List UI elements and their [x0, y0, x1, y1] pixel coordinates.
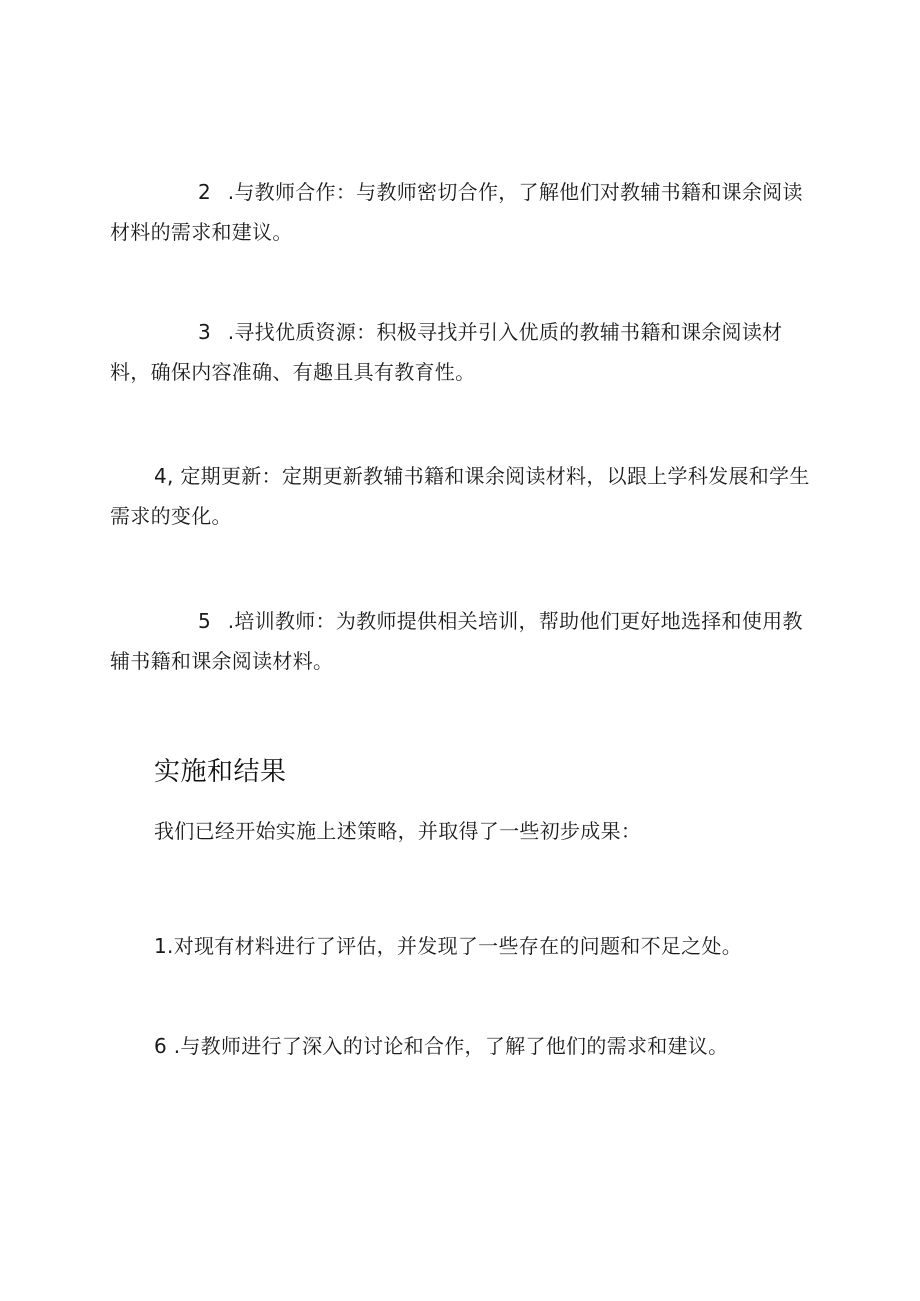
- result-number: 1.: [154, 934, 174, 958]
- strategy-separator: .: [221, 180, 235, 204]
- strategy-text: 与教师合作：与教师密切合作，了解他们对教辅书籍和课余阅读材料的需求和建议。: [110, 180, 803, 244]
- strategy-item-5: [110, 601, 815, 681]
- strategy-item-3: [110, 312, 815, 392]
- strategy-number: 3: [198, 320, 212, 344]
- strategy-item-2: [110, 172, 815, 252]
- strategy-separator: .: [221, 609, 235, 633]
- strategy-number: 4,: [154, 464, 174, 488]
- strategy-number: 2: [198, 180, 212, 204]
- strategy-item-4: [110, 456, 815, 536]
- strategy-number: 5: [198, 609, 212, 633]
- strategy-text: 培训教师：为教师提供相关培训，帮助他们更好地选择和使用教辅书籍和课余阅读材料。: [110, 609, 803, 673]
- result-text: .与教师进行了深入的讨论和合作，了解了他们的需求和建议。: [167, 1034, 729, 1058]
- strategy-separator: .: [221, 320, 235, 344]
- result-number: 6: [154, 1034, 168, 1058]
- section-heading: 实施和结果: [154, 757, 287, 787]
- section-intro: 我们已经开始实施上述策略，并取得了一些初步成果：: [154, 819, 642, 843]
- strategy-text: 定期更新：定期更新教辅书籍和课余阅读材料，以跟上学科发展和学生需求的变化。: [110, 464, 810, 528]
- strategy-text: 寻找优质资源：积极寻找并引入优质的教辅书籍和课余阅读材料，确保内容准确、有趣且具有教育性。: [110, 320, 783, 384]
- result-item-6: [154, 1026, 728, 1066]
- result-text: 对现有材料进行了评估，并发现了一些存在的问题和不足之处。: [173, 934, 743, 958]
- result-item-1: [154, 926, 742, 966]
